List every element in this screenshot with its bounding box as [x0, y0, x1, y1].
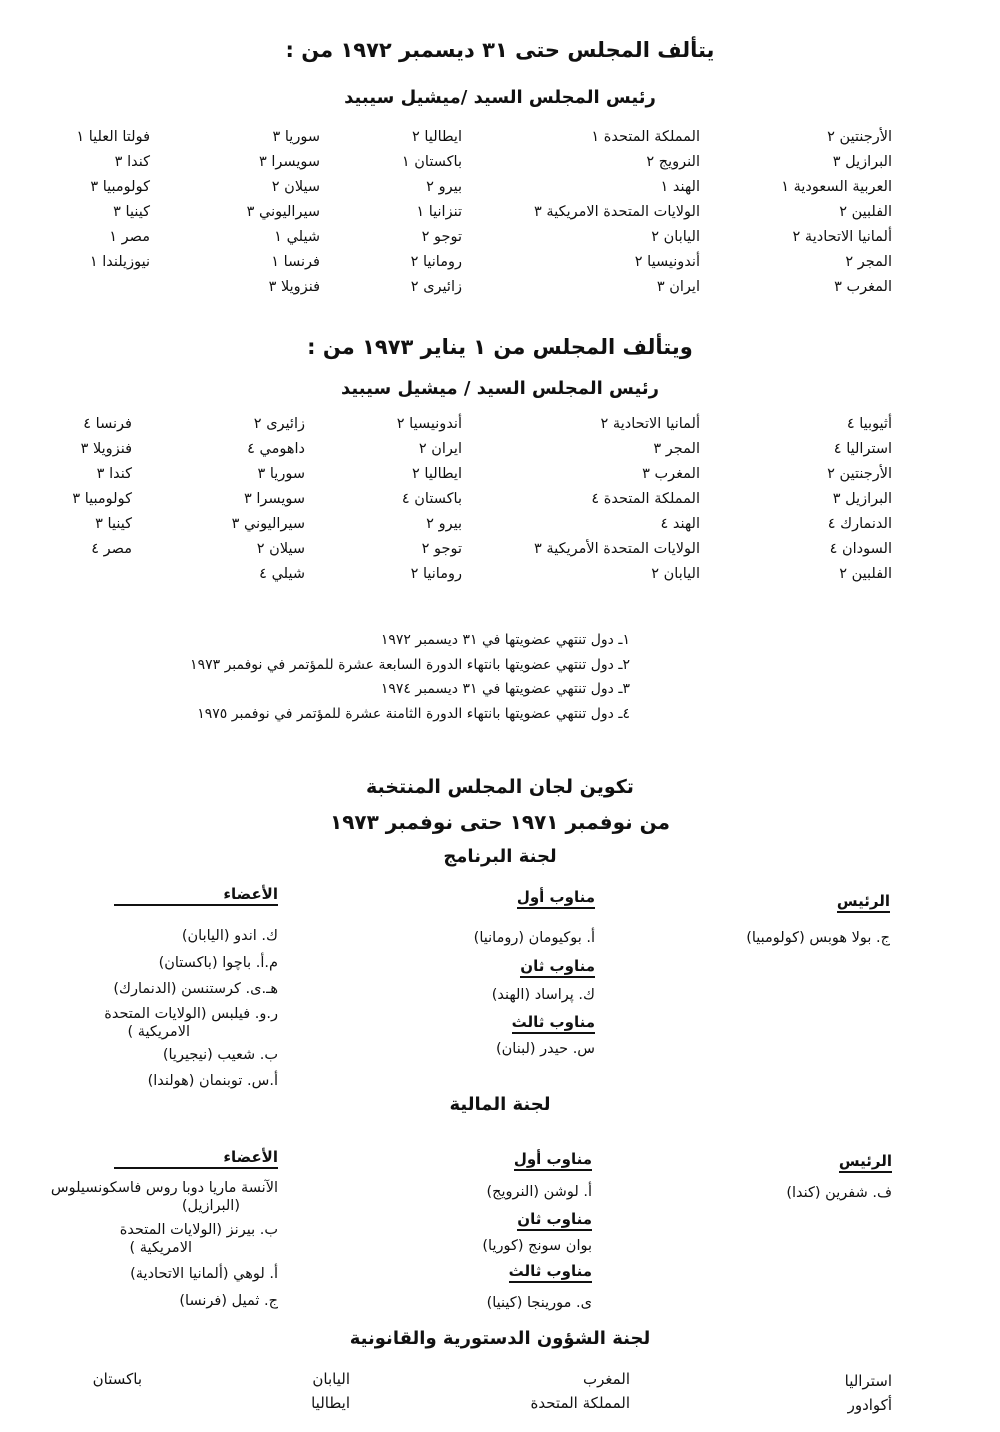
list-item: أندونيسيا ٢: [634, 254, 700, 270]
list-item: سويسرا ٣: [258, 154, 320, 170]
list-item: باكستان ١: [401, 154, 462, 170]
legal-country: باكستان: [92, 1370, 142, 1388]
list-item: فرنسا ٤: [83, 416, 132, 432]
footnote: ٣ـ دول تنتهي عضويتها في ٣١ ديسمبر ١٩٧٤: [380, 681, 630, 697]
list-item: سوريا ٣: [272, 129, 320, 145]
list-item: بيرو ٢: [426, 179, 462, 195]
finance-member: ج. ثميل (فرنسا): [179, 1293, 278, 1309]
list-item: المملكة المتحدة ١: [591, 129, 700, 145]
list-item: البرازيل ٣: [832, 491, 892, 507]
list-item: فولتا العليا ١: [76, 129, 150, 145]
finance-vice2: بوان سونج (كوريا): [482, 1238, 592, 1254]
program-vice3-label: مناوب ثالث: [512, 1013, 595, 1034]
list-item: تنزانيا ١: [416, 204, 462, 220]
section2-column-1: [827, 412, 892, 587]
list-item: ألمانيا الاتحادية ٢: [792, 229, 892, 245]
program-members-label: الأعضاء: [114, 885, 278, 906]
list-item: الفلبين ٢: [839, 204, 892, 220]
list-item: ايران ٢: [418, 441, 462, 457]
footnote: ١ـ دول تنتهي عضويتها في ٣١ ديسمبر ١٩٧٢: [380, 632, 630, 648]
list-item: مصر ٤: [91, 541, 132, 557]
committees-period: من نوفمبر ١٩٧١ حتى نوفمبر ١٩٧٣: [330, 810, 670, 834]
list-item: كندا ٣: [114, 154, 150, 170]
list-item: الهند ١: [660, 179, 700, 195]
program-member: ك. اندو (اليابان): [181, 928, 278, 944]
list-item: ألمانيا الاتحادية ٢: [600, 416, 700, 432]
list-item: مصر ١: [109, 229, 150, 245]
finance-chair-label: الرئيس: [839, 1152, 892, 1173]
section2-column-4: [232, 412, 305, 587]
list-item: سيلان ٢: [271, 179, 320, 195]
list-item: الأرجنتين ٢: [827, 466, 892, 482]
list-item: أثيوبيا ٤: [846, 416, 892, 432]
list-item: سوريا ٣: [257, 466, 305, 482]
list-item: الفلبين ٢: [839, 566, 892, 582]
list-item: ايطاليا ٢: [412, 466, 462, 482]
list-item: كولومبيا ٣: [72, 491, 132, 507]
footnote: ٢ـ دول تنتهي عضويتها بانتهاء الدورة السابعة عشرة للمؤتمر في نوفمبر ١٩٧٣: [190, 656, 630, 673]
legal-country: المغرب: [582, 1370, 630, 1388]
section1-president: رئيس المجلس السيد /ميشيل سيبيد: [344, 87, 656, 108]
finance-vice3: ى. مورينجا (كينيا): [486, 1295, 592, 1311]
list-item: أندونيسيا ٢: [396, 416, 462, 432]
list-item: بيرو ٢: [426, 516, 462, 532]
section1-column-3: [402, 125, 462, 300]
program-vice2-label: مناوب ثان: [520, 957, 595, 978]
list-item: الهند ٤: [660, 516, 700, 532]
list-item: ايران ٣: [656, 279, 700, 295]
program-vice2: ك. پراساد (الهند): [491, 987, 595, 1003]
list-item: العربية السعودية ١: [781, 179, 892, 195]
list-item: زائيرى ٢: [253, 416, 305, 432]
finance-vice1-label: مناوب أول: [514, 1150, 592, 1171]
list-item: اليابان ٢: [651, 229, 700, 245]
list-item: باكستان ٤: [401, 491, 462, 507]
list-item: سيراليوني ٣: [231, 516, 305, 532]
program-chair-label: الرئيس: [837, 892, 890, 913]
finance-member: أ. لوهي (ألمانيا الاتحادية): [130, 1266, 278, 1282]
legal-country: اليابان: [312, 1370, 350, 1388]
list-item: رومانيا ٢: [410, 566, 462, 582]
section2-column-5: [72, 412, 132, 562]
list-item: المجر ٣: [653, 441, 700, 457]
list-item: البرازيل ٣: [832, 154, 892, 170]
finance-member: الآنسة ماريا دوبا روس فاسكونسيلوس: [50, 1180, 278, 1196]
list-item: الدنمارك ٤: [827, 516, 892, 532]
list-item: توجو ٢: [421, 229, 462, 245]
list-item: فنزويلا ٣: [268, 279, 320, 295]
program-vice1: أ. بوكيومان (رومانيا): [473, 930, 595, 946]
list-item: المغرب ٣: [834, 279, 892, 295]
section1-column-1: [781, 125, 892, 300]
list-item: داهومي ٤: [247, 441, 305, 457]
list-item: السودان ٤: [829, 541, 892, 557]
list-item: المغرب ٣: [642, 466, 700, 482]
list-item: المملكة المتحدة ٤: [591, 491, 700, 507]
finance-chair: ف. شفرين (كندا): [786, 1185, 892, 1201]
program-member: م.أ. باچوا (باكستان): [158, 955, 278, 971]
list-item: المجر ٢: [845, 254, 892, 270]
section2-title: ويتألف المجلس من ١ يناير ١٩٧٣ من :: [307, 335, 693, 359]
list-item: توجو ٢: [421, 541, 462, 557]
finance-members-label: الأعضاء: [114, 1148, 278, 1169]
list-item: كندا ٣: [96, 466, 132, 482]
finance-committee-title: لجنة المالية: [449, 1094, 551, 1115]
list-item: استراليا ٤: [833, 441, 892, 457]
list-item: فنزويلا ٣: [80, 441, 132, 457]
list-item: الولايات المتحدة الامريكية ٣: [534, 204, 700, 220]
program-member: أ.س. توبنمان (هولندا): [147, 1073, 278, 1089]
list-item: سويسرا ٣: [243, 491, 305, 507]
list-item: الأرجنتين ٢: [827, 129, 892, 145]
list-item: رومانيا ٢: [410, 254, 462, 270]
section2-column-2: [534, 412, 700, 587]
list-item: فرنسا ١: [271, 254, 320, 270]
list-item: كينيا ٣: [95, 516, 132, 532]
list-item: الولايات المتحدة الأمريكية ٣: [534, 541, 700, 557]
legal-country: ايطاليا: [311, 1394, 350, 1412]
list-item: ايطاليا ٢: [412, 129, 462, 145]
finance-member: (البرازيل): [181, 1198, 240, 1214]
section2-column-3: [397, 412, 462, 587]
section2-president: رئيس المجلس السيد / ميشيل سيبيد: [341, 378, 659, 399]
list-item: سيراليوني ٣: [246, 204, 320, 220]
legal-country: استراليا: [844, 1372, 892, 1390]
list-item: النرويج ٢: [646, 154, 700, 170]
section1-column-4: [247, 125, 320, 300]
list-item: شيلي ١: [274, 229, 320, 245]
program-member: هـ.ى. كرستنسن (الدنمارك): [113, 981, 278, 997]
finance-member: ب. بيرنز (الولايات المتحدة: [119, 1222, 278, 1238]
section1-title: يتألف المجلس حتى ٣١ ديسمبر ١٩٧٢ من :: [285, 38, 715, 62]
program-vice3: س. حيدر (لبنان): [495, 1041, 595, 1057]
program-committee-title: لجنة البرنامج: [443, 846, 557, 867]
list-item: زائيرى ٢: [410, 279, 462, 295]
legal-country: المملكة المتحدة: [530, 1394, 630, 1412]
section1-column-5: [76, 125, 150, 275]
legal-committee-title: لجنة الشؤون الدستورية والقانونية: [349, 1328, 651, 1349]
program-vice1-label: مناوب أول: [517, 888, 595, 909]
program-member: ر.و. فيلبس (الولايات المتحدة: [104, 1006, 278, 1022]
finance-vice2-label: مناوب ثان: [517, 1210, 592, 1231]
footnote: ٤ـ دول تنتهي عضويتها بانتهاء الدورة الثامنة عشرة للمؤتمر في نوفمبر ١٩٧٥: [197, 705, 630, 722]
finance-vice3-label: مناوب ثالث: [509, 1262, 592, 1283]
list-item: نيوزيلندا ١: [89, 254, 150, 270]
committees-title: تكوين لجان المجلس المنتخبة: [366, 776, 634, 798]
list-item: كينيا ٣: [113, 204, 150, 220]
finance-member: الامريكية ): [129, 1240, 192, 1256]
footnotes: [190, 628, 630, 726]
list-item: سيلان ٢: [256, 541, 305, 557]
list-item: شيلي ٤: [259, 566, 305, 582]
section1-column-2: [534, 125, 700, 300]
program-member: ب. شعيب (نيجيريا): [162, 1047, 278, 1063]
list-item: كولومبيا ٣: [90, 179, 150, 195]
legal-country: أكوادور: [847, 1396, 892, 1414]
program-chair: ج. بولا هوبس (كولومبيا): [746, 930, 890, 946]
program-member: الامريكية ): [127, 1024, 190, 1040]
finance-vice1: أ. لوشن (النرويج): [486, 1184, 592, 1200]
list-item: اليابان ٢: [651, 566, 700, 582]
